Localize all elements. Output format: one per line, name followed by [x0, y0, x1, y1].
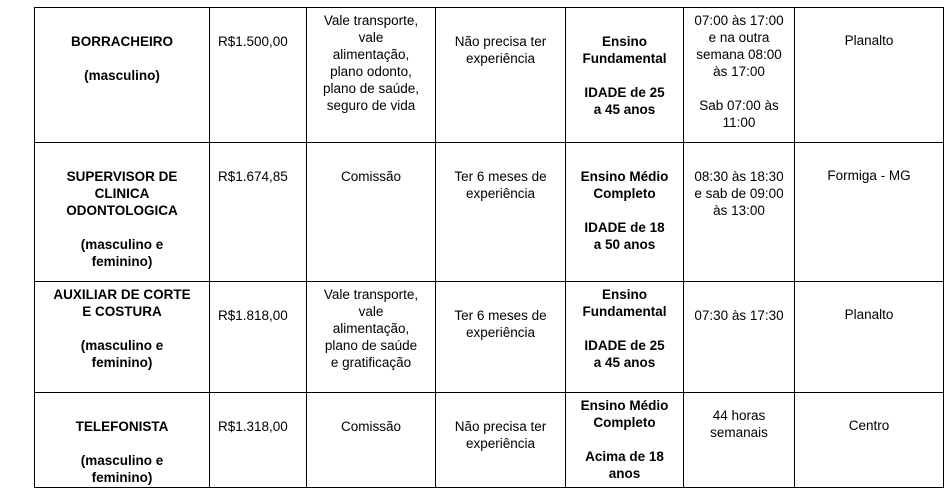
salary-cell: R$1.818,00 [210, 282, 307, 393]
job-title-cell [35, 8, 210, 143]
benefits-cell: Vale transporte, vale alimentação, plano de saúde e gratificação [307, 282, 436, 393]
table-row [35, 282, 944, 393]
salary-cell: R$1.318,00 [210, 393, 307, 488]
location-cell: Planalto [795, 8, 944, 143]
experience-cell: Não precisa ter experiência [436, 393, 566, 488]
table-row [35, 393, 944, 488]
benefits-cell: Comissão [307, 393, 436, 488]
job-title-cell: AUXILIAR DE CORTE E COSTURA (masculino e feminino) [35, 282, 210, 393]
job-gender: (masculino) [84, 68, 160, 83]
education-cell: Ensino Fundamental IDADE de 25 a 45 anos [566, 8, 684, 143]
location-cell: Formiga - MG [795, 143, 944, 282]
schedule-cell: 07:00 às 17:00 e na outra semana 08:00 às 17:00 Sab 07:00 às 11:00 [684, 8, 795, 143]
salary-cell: R$1.674,85 [210, 143, 307, 282]
job-gender: (masculino e [80, 338, 164, 353]
job-title-cell: TELEFONISTA (masculino e feminino) [35, 393, 210, 488]
table-row [35, 143, 944, 282]
education-cell: Ensino Médio Completo Acima de 18 anos [566, 393, 684, 488]
job-title: SUPERVISOR DE [66, 169, 178, 184]
experience-cell: Não precisa ter experiência [436, 8, 566, 143]
experience-cell: Ter 6 meses de experiência [436, 282, 566, 393]
location-cell: Centro [795, 393, 944, 488]
benefits-cell: Vale transporte, vale alimentação, plano odonto, plano de saúde, seguro de vida [307, 8, 436, 143]
experience-cell: Ter 6 meses de experiência [436, 143, 566, 282]
job-listings-table [34, 7, 944, 488]
schedule-cell: 44 horas semanais [684, 393, 795, 488]
schedule-cell: 07:30 às 17:30 [684, 282, 795, 393]
job-title: TELEFONISTA [75, 419, 169, 434]
job-title: BORRACHEIRO [70, 34, 173, 49]
schedule-cell: 08:30 às 18:30 e sab de 09:00 às 13:00 [684, 143, 795, 282]
job-title: AUXILIAR DE CORTE [53, 287, 191, 302]
table-row [35, 8, 944, 143]
education-cell: Ensino Fundamental IDADE de 25 a 45 anos [566, 282, 684, 393]
job-title-cell: SUPERVISOR DE CLINICA ODONTOLOGICA (masculino e feminino) [35, 143, 210, 282]
benefits-cell: Comissão [307, 143, 436, 282]
job-gender: (masculino e [80, 237, 164, 252]
salary-cell: R$1.500,00 [210, 8, 307, 143]
job-gender: (masculino e [80, 453, 164, 468]
location-cell: Planalto [795, 282, 944, 393]
education-cell: Ensino Médio Completo IDADE de 18 a 50 anos [566, 143, 684, 282]
